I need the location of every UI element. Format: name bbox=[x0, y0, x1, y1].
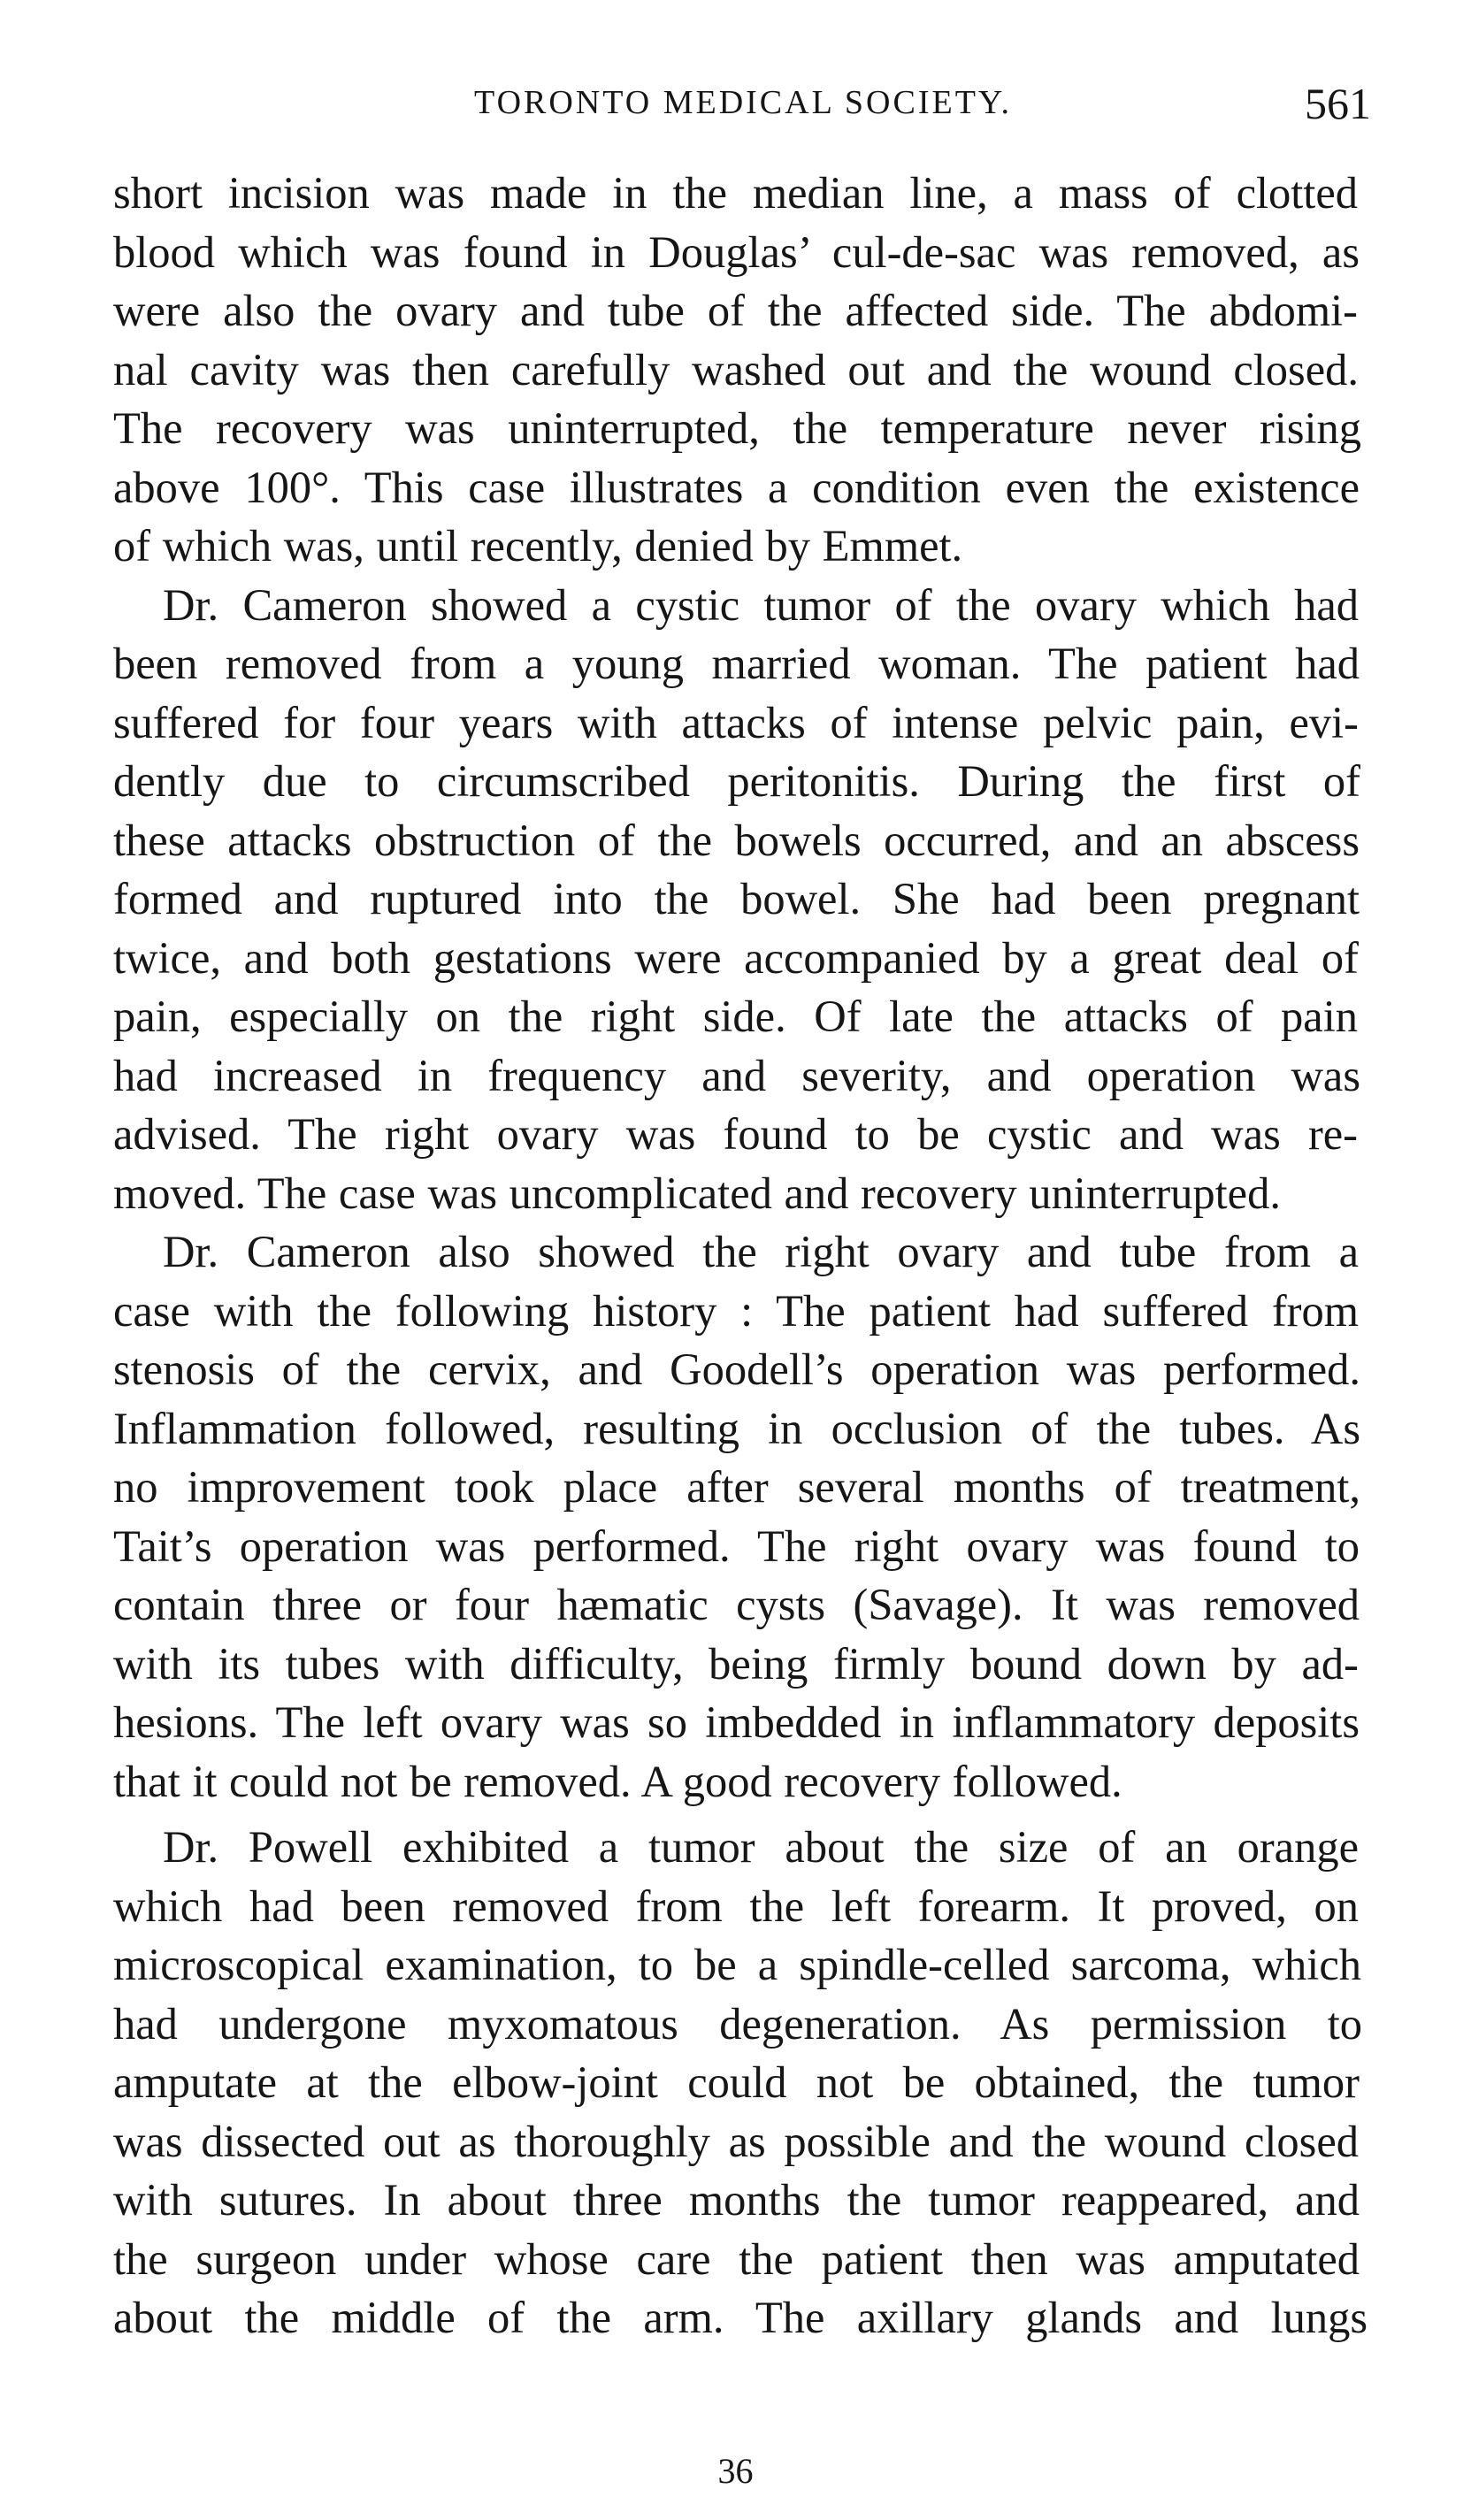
text-line: The recovery was uninterrupted, the temperature never rising bbox=[113, 403, 1361, 453]
page-number: 561 bbox=[1305, 79, 1371, 128]
text-line: above 100°. This case illustrates a condition even the existence bbox=[113, 462, 1360, 512]
text-line: suffered for four years with attacks of intense pelvic pain, evi- bbox=[113, 697, 1359, 747]
text-line: pain, especially on the right side. Of late the attacks of pain bbox=[113, 992, 1358, 1041]
text-line: twice, and both gestations were accompanied by a great deal of bbox=[113, 932, 1359, 983]
text-line: moved. The case was uncomplicated and recovery uninterrupted. bbox=[113, 1168, 1281, 1218]
text-line: amputate at the elbow-joint could not be obtained, the tumor bbox=[113, 2057, 1360, 2107]
text-line: microscopical examination, to be a spindle-celled sarcoma, which bbox=[113, 1940, 1361, 1989]
text-line: that it could not be removed. A good recovery followed. bbox=[113, 1756, 1122, 1806]
text-line: with its tubes with difficulty, being firmly bound down by ad- bbox=[113, 1638, 1359, 1689]
paragraph-cameron-cystic-tumor bbox=[113, 576, 1368, 1223]
text-line: the surgeon under whose care the patient then was amputated bbox=[113, 2233, 1360, 2284]
text-line: blood which was found in Douglas’ cul-de-sac was removed, as bbox=[113, 226, 1360, 277]
text-line: no improvement took place after several months of treatment, bbox=[113, 1462, 1360, 1512]
text-line: were also the ovary and tube of the affected side. The abdomi- bbox=[113, 286, 1358, 335]
text-line: Tait’s operation was performed. The right ovary was found to bbox=[113, 1520, 1360, 1571]
paragraph-ectopic-case bbox=[113, 164, 1368, 576]
text-line: case with the following history : The patient had suffered from bbox=[113, 1285, 1359, 1336]
text-line: was dissected out as thoroughly as possible and the wound closed bbox=[113, 2116, 1359, 2166]
running-header bbox=[115, 78, 1371, 131]
text-line: stenosis of the cervix, and Goodell’s operation was performed. bbox=[113, 1344, 1360, 1394]
text-line: had increased in frequency and severity, and operation was bbox=[113, 1050, 1360, 1100]
text-line: formed and ruptured into the bowel. She had been pregnant bbox=[113, 874, 1360, 923]
text-line: Dr. Cameron also showed the right ovary and tube from a bbox=[163, 1227, 1359, 1276]
text-line: had undergone myxomatous degeneration. As permission to bbox=[113, 1998, 1362, 2049]
running-title: TORONTO MEDICAL SOCIETY. bbox=[474, 84, 1012, 121]
text-line: Dr. Cameron showed a cystic tumor of the ovary which had bbox=[163, 579, 1359, 630]
signature-mark: 36 bbox=[717, 2451, 754, 2491]
text-line: about the middle of the arm. The axillary glands and lungs bbox=[113, 2293, 1368, 2342]
text-line: these attacks obstruction of the bowels occurred, and an abscess bbox=[113, 815, 1360, 865]
paragraph-powell-tumor bbox=[113, 1818, 1368, 2348]
text-line: which had been removed from the left forearm. It proved, on bbox=[113, 1880, 1359, 1931]
text-line: contain three or four hæmatic cysts (Savage). It was removed bbox=[113, 1580, 1360, 1629]
text-line: of which was, until recently, denied by Emmet. bbox=[113, 521, 963, 571]
text-line: Dr. Powell exhibited a tumor about the size of an orange bbox=[163, 1822, 1359, 1872]
text-line: with sutures. In about three months the tumor reappeared, and bbox=[113, 2175, 1360, 2225]
text-line: dently due to circumscribed peritonitis. During the first of bbox=[113, 756, 1360, 806]
text-line: Inflammation followed, resulting in occlusion of the tubes. As bbox=[113, 1403, 1360, 1453]
paragraph-cameron-ovary-tube bbox=[113, 1222, 1368, 1811]
text-line: advised. The right ovary was found to be cystic and was re- bbox=[113, 1109, 1358, 1159]
text-line: short incision was made in the median line, a mass of clotted bbox=[113, 168, 1358, 218]
text-line: been removed from a young married woman. The patient had bbox=[113, 639, 1360, 688]
text-line: nal cavity was then carefully washed out and the wound closed. bbox=[113, 344, 1359, 394]
text-line: hesions. The left ovary was so imbedded in inflammatory deposits bbox=[113, 1697, 1360, 1747]
body-text bbox=[113, 164, 1368, 2348]
